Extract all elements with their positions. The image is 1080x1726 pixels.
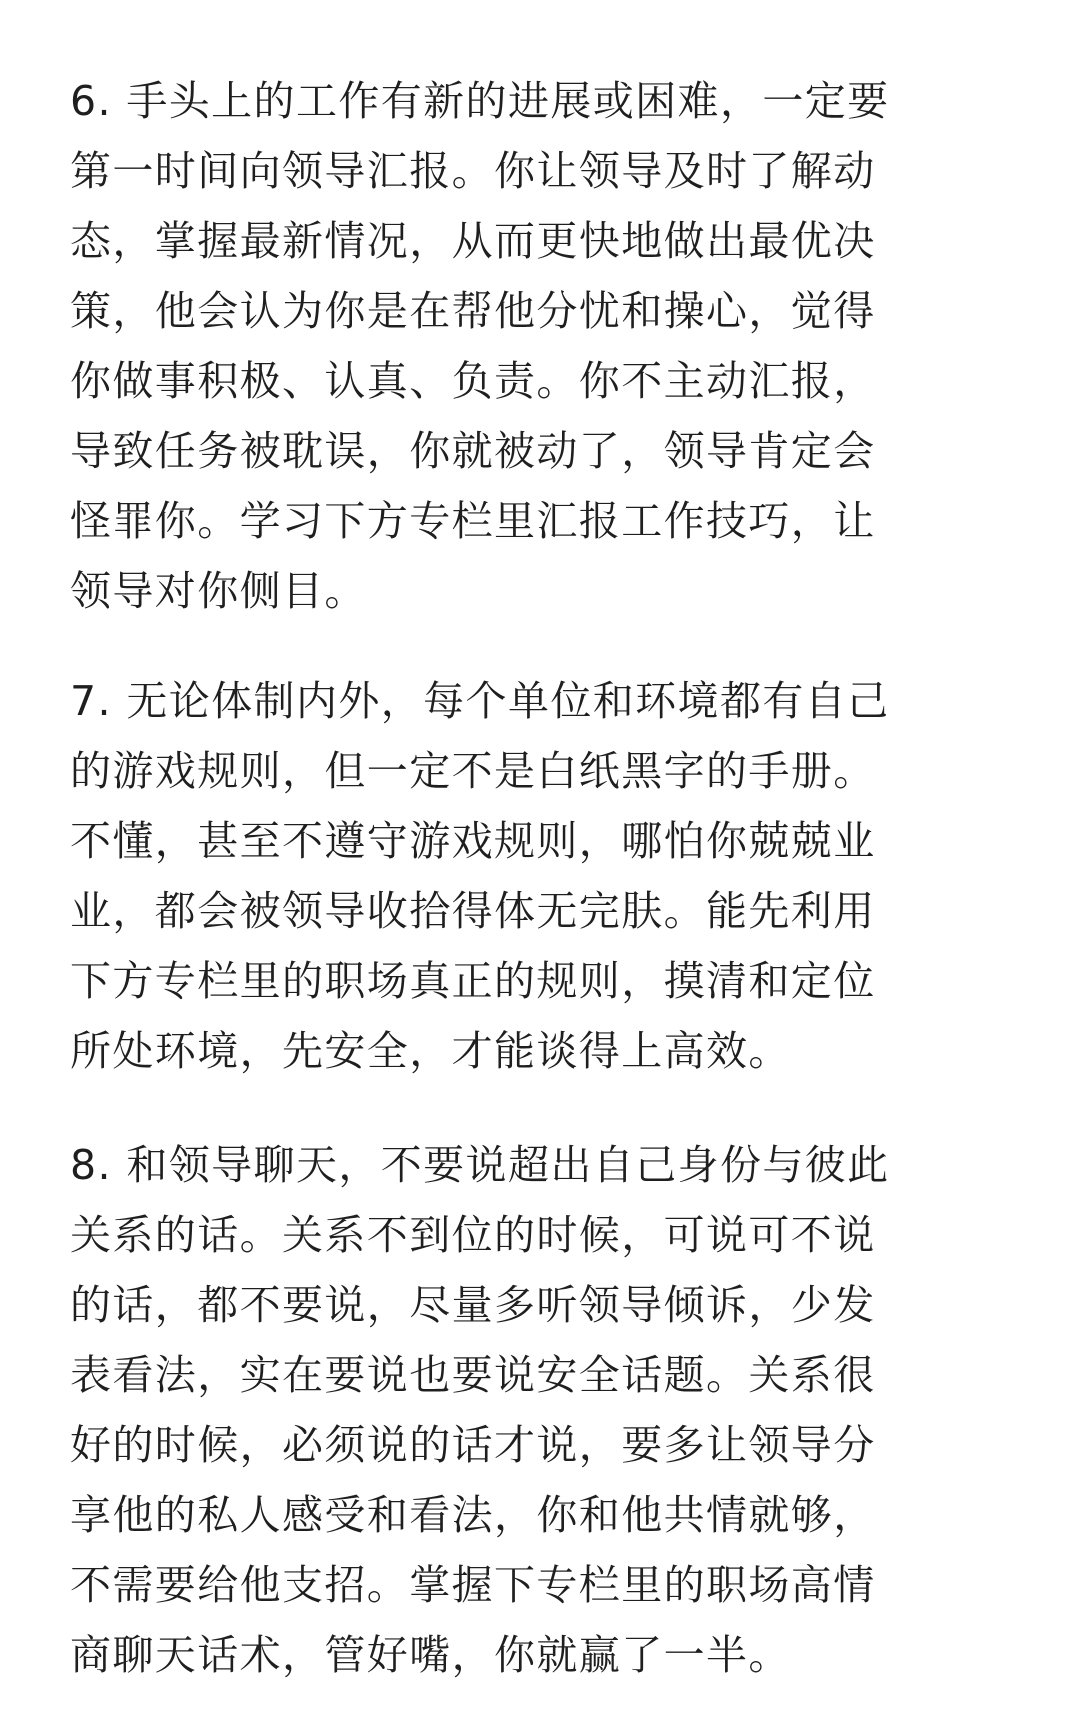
- text-line: 导致任务被耽误，你就被动了，领导肯定会: [70, 427, 876, 475]
- text-line: 态，掌握最新情况，从而更快地做出最优决: [70, 217, 876, 265]
- text-line: 领导对你侧目。: [70, 567, 367, 615]
- text-line: 不需要给他支招。掌握下专栏里的职场高情: [70, 1561, 876, 1609]
- text-line: 8. 和领导聊天，不要说超出自己身份与彼此: [70, 1141, 890, 1189]
- text-line: 业，都会被领导收拾得体无完肤。能先利用: [70, 887, 876, 935]
- text-line: 所处环境，先安全，才能谈得上高效。: [70, 1027, 791, 1075]
- text-line: 商聊天话术，管好嘴，你就赢了一半。: [70, 1631, 791, 1679]
- text-line: 的游戏规则，但一定不是白纸黑字的手册。: [70, 747, 876, 795]
- text-line: 关系的话。关系不到位的时候，可说可不说: [70, 1211, 876, 1259]
- paragraph-item-8: [70, 1130, 970, 1690]
- text-line: 6. 手头上的工作有新的进展或困难，一定要: [70, 77, 890, 125]
- text-line: 策，他会认为你是在帮他分忧和操心，觉得: [70, 287, 876, 335]
- text-line: 第一时间向领导汇报。你让领导及时了解动: [70, 147, 876, 195]
- text-line: 怪罪你。学习下方专栏里汇报工作技巧，让: [70, 497, 876, 545]
- text-line: 的话，都不要说，尽量多听领导倾诉，少发: [70, 1281, 876, 1329]
- text-line: 表看法，实在要说也要说安全话题。关系很: [70, 1351, 876, 1399]
- text-line: 好的时候，必须说的话才说，要多让领导分: [70, 1421, 876, 1469]
- text-line: 你做事积极、认真、负责。你不主动汇报，: [70, 357, 876, 405]
- text-line: 下方专栏里的职场真正的规则，摸清和定位: [70, 957, 876, 1005]
- text-line: 不懂，甚至不遵守游戏规则，哪怕你兢兢业: [70, 817, 876, 865]
- paragraph-item-7: [70, 666, 970, 1086]
- text-line: 7. 无论体制内外，每个单位和环境都有自己: [70, 677, 890, 725]
- paragraph-item-6: [70, 66, 970, 626]
- text-line: 享他的私人感受和看法，你和他共情就够，: [70, 1491, 876, 1539]
